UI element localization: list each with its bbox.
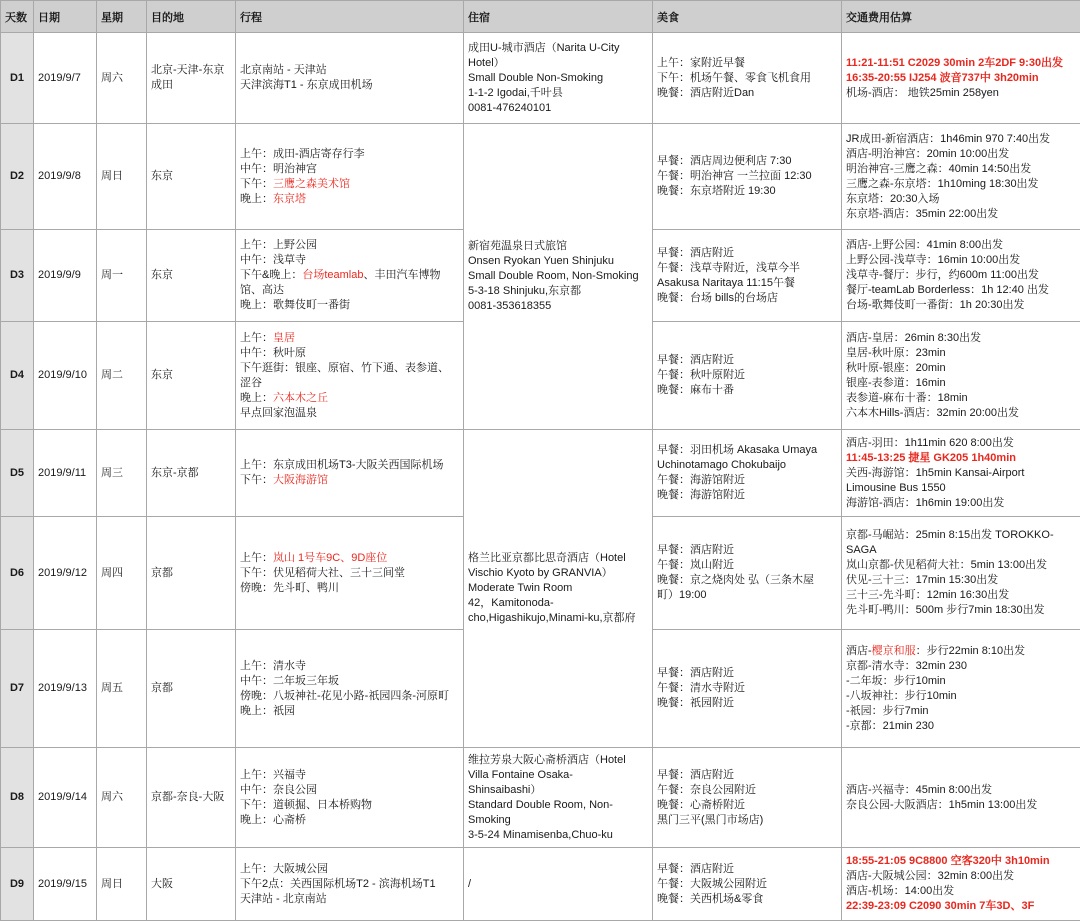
table-row	[1, 430, 1080, 517]
date-cell: 2019/9/11	[34, 430, 97, 517]
cell-line: 上午：清水寺	[240, 659, 459, 674]
line-highlight: 东京塔	[273, 193, 306, 205]
cell-line: 机场-酒店： 地铁25min 258yen	[846, 86, 1076, 101]
transport-cell	[842, 230, 1080, 322]
cell-line: JR成田-新宿酒店：1h46min 970 7:40出发	[846, 132, 1076, 147]
cell-line: 六本木Hills-酒店：32min 20:00出发	[846, 406, 1076, 421]
date-cell: 2019/9/7	[34, 33, 97, 124]
cell-line: 酒店-兴福寺：45min 8:00出发	[846, 783, 1076, 798]
cell-line: 关西-海游馆：1h5min Kansai-Airport	[846, 466, 1076, 481]
lodging-line: 42，Kamitonoda-	[468, 596, 648, 611]
cell-line: 三十三-先斗町：12min 16:30出发	[846, 588, 1076, 603]
cell-line: 京都-马崛站：25min 8:15出发 TOROKKO-	[846, 528, 1076, 543]
itinerary-cell	[236, 430, 464, 517]
destination-line: 京都	[151, 681, 231, 696]
cell-line	[240, 551, 459, 566]
weekday-cell: 周一	[97, 230, 147, 322]
food-line: 午餐：秋叶原附近	[657, 368, 837, 383]
destination-cell	[147, 848, 236, 921]
cell-line: 奈良公园-大阪酒店：1h5min 13:00出发	[846, 798, 1076, 813]
cell-line: 16:35-20:55 IJ254 波音737中 3h20min	[846, 71, 1076, 86]
weekday-cell: 周日	[97, 124, 147, 230]
transport-cell	[842, 748, 1080, 848]
weekday-cell: 周六	[97, 748, 147, 848]
cell-line: 上午：兴福寺	[240, 768, 459, 783]
cell-line: 北京南站 - 天津站	[240, 63, 459, 78]
date-cell: 2019/9/12	[34, 517, 97, 630]
cell-line	[240, 177, 459, 192]
lodging-line: 1-1-2 Igodai,千叶县	[468, 86, 648, 101]
destination-line: 成田	[151, 78, 231, 93]
cell-line: 上午：上野公园	[240, 238, 459, 253]
line-highlight: 岚山 1号车9C、9D座位	[273, 552, 387, 564]
line-prefix: 酒店-	[846, 645, 872, 657]
cell-line	[846, 644, 1076, 659]
table-row	[1, 848, 1080, 921]
food-line: Uchinotamago Chokubaijo	[657, 458, 837, 473]
day-cell: D7	[1, 630, 34, 748]
food-line: 早餐：酒店附近	[657, 768, 837, 783]
line-prefix: 晚上：	[240, 193, 273, 205]
lodging-line: Small Double Room, Non-Smoking	[468, 269, 648, 284]
header-day: 天数	[1, 1, 34, 33]
destination-cell	[147, 124, 236, 230]
food-line: 晚餐：祇园附近	[657, 696, 837, 711]
cell-line: 中午：奈良公园	[240, 783, 459, 798]
cell-line	[240, 331, 459, 346]
destination-cell	[147, 748, 236, 848]
line-prefix: 下午：	[240, 474, 273, 486]
weekday-cell: 周六	[97, 33, 147, 124]
day-cell: D8	[1, 748, 34, 848]
itinerary-cell	[236, 848, 464, 921]
destination-cell	[147, 630, 236, 748]
lodging-line: Vischio Kyoto by GRANVIA）	[468, 566, 648, 581]
lodging-line: 新宿苑温泉日式旅馆	[468, 239, 648, 254]
food-line: 午餐：浅草寺附近，浅草今半	[657, 261, 837, 276]
lodging-line: Hotel）	[468, 56, 648, 71]
destination-cell	[147, 517, 236, 630]
day-cell: D3	[1, 230, 34, 322]
weekday-cell: 周四	[97, 517, 147, 630]
itinerary-cell	[236, 33, 464, 124]
food-cell	[653, 230, 842, 322]
food-line: 午餐：清水寺附近	[657, 681, 837, 696]
cell-line: -八坂神社：步行10min	[846, 689, 1076, 704]
transport-cell	[842, 630, 1080, 748]
lodging-line: /	[468, 877, 648, 892]
line-highlight: 皇居	[273, 332, 295, 344]
lodging-line: 5-3-18 Shinjuku,东京都	[468, 284, 648, 299]
cell-line	[240, 268, 459, 283]
cell-line: 天津滨海T1 - 东京成田机场	[240, 78, 459, 93]
cell-line	[240, 473, 459, 488]
lodging-cell	[464, 124, 653, 430]
lodging-cell	[464, 430, 653, 748]
destination-line: 东京	[151, 169, 231, 184]
food-line: 早餐：酒店附近	[657, 666, 837, 681]
cell-line: 浅草寺-餐厅：步行，约600m 11:00出发	[846, 268, 1076, 283]
itinerary-cell	[236, 630, 464, 748]
cell-line: 酒店-大阪城公园：32min 8:00出发	[846, 869, 1076, 884]
date-cell: 2019/9/8	[34, 124, 97, 230]
cell-line: 上午：大阪城公园	[240, 862, 459, 877]
cell-line: 酒店-羽田：1h11min 620 8:00出发	[846, 436, 1076, 451]
lodging-line: 3-5-24 Minamisenba,Chuo-ku	[468, 828, 648, 843]
lodging-line: Villa Fontaine Osaka-	[468, 768, 648, 783]
cell-line: -京都：21min 230	[846, 719, 1076, 734]
header-row	[1, 1, 1080, 33]
food-line: 晚餐：台场 bills的台场店	[657, 291, 837, 306]
food-cell	[653, 430, 842, 517]
food-line: 黑门三平(黑门市场店)	[657, 813, 837, 828]
cell-line: 京都-清水寺：32min 230	[846, 659, 1076, 674]
food-line: 上午：家附近早餐	[657, 56, 837, 71]
line-prefix: 下午：	[240, 178, 273, 190]
food-line: 晚餐：关西机场&零食	[657, 892, 837, 907]
cell-line: 中午：浅草寺	[240, 253, 459, 268]
cell-line: 下午2点：关西国际机场T2 - 滨海机场T1	[240, 877, 459, 892]
lodging-line: Smoking	[468, 813, 648, 828]
header-weekday: 星期	[97, 1, 147, 33]
food-line: 早餐：酒店附近	[657, 862, 837, 877]
cell-line: 下午逛街：银座、原宿、竹下通、表参道、	[240, 361, 459, 376]
line-highlight: 台场teamlab	[302, 269, 363, 281]
table-row	[1, 748, 1080, 848]
day-cell: D9	[1, 848, 34, 921]
food-cell	[653, 124, 842, 230]
day-cell: D4	[1, 322, 34, 430]
day-cell: D2	[1, 124, 34, 230]
header-itinerary: 行程	[236, 1, 464, 33]
cell-line: 晚上：歌舞伎町一番街	[240, 298, 459, 313]
line-prefix: 上午：	[240, 552, 273, 564]
date-cell: 2019/9/14	[34, 748, 97, 848]
cell-line: -祇园：步行7min	[846, 704, 1076, 719]
food-line: Asakusa Naritaya 11:15午餐	[657, 276, 837, 291]
cell-line: 餐厅-teamLab Borderless：1h 12:40 出发	[846, 283, 1076, 298]
destination-line: 京都	[151, 566, 231, 581]
cell-line: 酒店-机场：14:00出发	[846, 884, 1076, 899]
cell-line: 明治神宫-三鹰之森：40min 14:50出发	[846, 162, 1076, 177]
cell-line: 早点回家泡温泉	[240, 406, 459, 421]
food-line: 晚餐：东京塔附近 19:30	[657, 184, 837, 199]
destination-cell	[147, 430, 236, 517]
destination-line: 大阪	[151, 877, 231, 892]
lodging-line: 0081-476240101	[468, 101, 648, 116]
cell-line: 上午：成田-酒店寄存行李	[240, 147, 459, 162]
itinerary-cell	[236, 517, 464, 630]
food-cell	[653, 322, 842, 430]
cell-line: 海游馆-酒店：1h6min 19:00出发	[846, 496, 1076, 511]
food-line: 晚餐：心斋桥附近	[657, 798, 837, 813]
food-line: 午餐：岚山附近	[657, 558, 837, 573]
lodging-line: Onsen Ryokan Yuen Shinjuku	[468, 254, 648, 269]
food-line: 下午：机场午餐、零食飞机食用	[657, 71, 837, 86]
food-line: 晚餐：海游馆附近	[657, 488, 837, 503]
table-body	[1, 33, 1080, 921]
cell-line: 皇居-秋叶原：23min	[846, 346, 1076, 361]
date-cell: 2019/9/10	[34, 322, 97, 430]
food-line: 早餐：酒店附近	[657, 353, 837, 368]
itinerary-cell	[236, 230, 464, 322]
cell-line: 11:45-13:25 捷星 GK205 1h40min	[846, 451, 1076, 466]
transport-cell	[842, 124, 1080, 230]
food-line: 町）19:00	[657, 588, 837, 603]
food-line: 午餐：明治神宫 一兰拉面 12:30	[657, 169, 837, 184]
transport-cell	[842, 517, 1080, 630]
cell-line: 天津站 - 北京南站	[240, 892, 459, 907]
lodging-line: Standard Double Room, Non-	[468, 798, 648, 813]
date-cell: 2019/9/9	[34, 230, 97, 322]
line-highlight: 樱京和服	[872, 645, 916, 657]
line-prefix: 上午：	[240, 332, 273, 344]
cell-line: 22:39-23:09 C2090 30min 7车3D、3F	[846, 899, 1076, 914]
cell-line: 傍晚：八坂神社-花见小路-祇园四条-河原町	[240, 689, 459, 704]
itinerary-cell	[236, 124, 464, 230]
date-cell: 2019/9/13	[34, 630, 97, 748]
cell-line: 中午：明治神宫	[240, 162, 459, 177]
line-suffix: ：步行22min 8:10出发	[916, 645, 1025, 657]
destination-cell	[147, 230, 236, 322]
food-line: 晚餐：酒店附近Dan	[657, 86, 837, 101]
destination-line: 东京-京都	[151, 466, 231, 481]
cell-line: 11:21-11:51 C2029 30min 2车2DF 9:30出发	[846, 56, 1076, 71]
cell-line	[240, 192, 459, 207]
cell-line: 三鹰之森-东京塔：1h10ming 18:30出发	[846, 177, 1076, 192]
line-prefix: 下午&晚上：	[240, 269, 302, 281]
cell-line: 酒店-明治神宫：20min 10:00出发	[846, 147, 1076, 162]
cell-line: 酒店-皇居：26min 8:30出发	[846, 331, 1076, 346]
cell-line: 银座-表参道：16min	[846, 376, 1076, 391]
cell-line: Limousine Bus 1550	[846, 481, 1076, 496]
lodging-line: 成田U-城市酒店（Narita U-City	[468, 41, 648, 56]
food-line: 晚餐：京之烧肉处 弘（三条木屋	[657, 573, 837, 588]
lodging-cell	[464, 33, 653, 124]
destination-cell	[147, 33, 236, 124]
lodging-line: 格兰比亚京都比思奇酒店（Hotel	[468, 551, 648, 566]
food-line: 午餐：大阪城公园附近	[657, 877, 837, 892]
itinerary-cell	[236, 748, 464, 848]
day-cell: D5	[1, 430, 34, 517]
cell-line: 涩谷	[240, 376, 459, 391]
food-cell	[653, 748, 842, 848]
food-line: 早餐：酒店附近	[657, 246, 837, 261]
line-highlight: 大阪海游馆	[273, 474, 328, 486]
food-line: 早餐：羽田机场 Akasaka Umaya	[657, 443, 837, 458]
destination-line: 京都-奈良-大阪	[151, 790, 231, 805]
date-cell: 2019/9/15	[34, 848, 97, 921]
header-food: 美食	[653, 1, 842, 33]
transport-cell	[842, 430, 1080, 517]
lodging-line: Shinsaibashi）	[468, 783, 648, 798]
cell-line: 馆、高达	[240, 283, 459, 298]
food-cell	[653, 630, 842, 748]
cell-line: 中午：二年坂三年坂	[240, 674, 459, 689]
header-destination: 目的地	[147, 1, 236, 33]
cell-line: 下午：伏见稻荷大社、三十三间堂	[240, 566, 459, 581]
day-cell: D1	[1, 33, 34, 124]
header-date: 日期	[34, 1, 97, 33]
cell-line: 表参道-麻布十番：18min	[846, 391, 1076, 406]
cell-line: 岚山京都-伏见稻荷大社：5min 13:00出发	[846, 558, 1076, 573]
cell-line: 台场-歌舞伎町一番街：1h 20:30出发	[846, 298, 1076, 313]
day-cell: D6	[1, 517, 34, 630]
lodging-line: cho,Higashikujo,Minami-ku,京都府	[468, 611, 648, 626]
food-cell	[653, 33, 842, 124]
destination-line: 东京	[151, 268, 231, 283]
cell-line: 中午：秋叶原	[240, 346, 459, 361]
weekday-cell: 周三	[97, 430, 147, 517]
cell-line	[240, 391, 459, 406]
food-cell	[653, 848, 842, 921]
transport-cell	[842, 322, 1080, 430]
lodging-line: Moderate Twin Room	[468, 581, 648, 596]
table-row	[1, 33, 1080, 124]
header-transport: 交通费用估算	[842, 1, 1080, 33]
food-line: 晚餐：麻布十番	[657, 383, 837, 398]
cell-line: 上午：东京成田机场T3-大阪关西国际机场	[240, 458, 459, 473]
cell-line: 晚上：祇园	[240, 704, 459, 719]
lodging-cell	[464, 848, 653, 921]
cell-line: 傍晚：先斗町、鸭川	[240, 581, 459, 596]
cell-line: 伏见-三十三：17min 15:30出发	[846, 573, 1076, 588]
lodging-line: 0081-353618355	[468, 299, 648, 314]
cell-line: 晚上：心斋桥	[240, 813, 459, 828]
line-suffix: 、丰田汽车博物	[363, 269, 440, 281]
line-highlight: 六本木之丘	[273, 392, 328, 404]
destination-cell	[147, 322, 236, 430]
cell-line: 18:55-21:05 9C8800 空客320中 3h10min	[846, 854, 1076, 869]
weekday-cell: 周日	[97, 848, 147, 921]
food-line: 午餐：海游馆附近	[657, 473, 837, 488]
table-row	[1, 124, 1080, 230]
weekday-cell: 周五	[97, 630, 147, 748]
transport-cell	[842, 848, 1080, 921]
cell-line: 酒店-上野公园：41min 8:00出发	[846, 238, 1076, 253]
cell-line: 下午：道顿掘、日本桥购物	[240, 798, 459, 813]
cell-line: 东京塔：20:30入场	[846, 192, 1076, 207]
lodging-cell	[464, 748, 653, 848]
line-prefix: 晚上：	[240, 392, 273, 404]
cell-line: SAGA	[846, 543, 1076, 558]
line-highlight: 三鹰之森美术馆	[273, 178, 350, 190]
cell-line: 东京塔-酒店：35min 22:00出发	[846, 207, 1076, 222]
cell-line: 秋叶原-银座：20min	[846, 361, 1076, 376]
food-cell	[653, 517, 842, 630]
lodging-line: 维拉芳泉大阪心斋桥酒店（Hotel	[468, 753, 648, 768]
cell-line: 先斗町-鸭川：500m 步行7min 18:30出发	[846, 603, 1076, 618]
transport-cell	[842, 33, 1080, 124]
destination-line: 东京	[151, 368, 231, 383]
food-line: 早餐：酒店周边便利店 7:30	[657, 154, 837, 169]
food-line: 早餐：酒店附近	[657, 543, 837, 558]
lodging-line: Small Double Non-Smoking	[468, 71, 648, 86]
food-line: 午餐：奈良公园附近	[657, 783, 837, 798]
cell-line: -二年坂：步行10min	[846, 674, 1076, 689]
weekday-cell: 周二	[97, 322, 147, 430]
cell-line: 上野公园-浅草寺：16min 10:00出发	[846, 253, 1076, 268]
itinerary-cell	[236, 322, 464, 430]
header-lodging: 住宿	[464, 1, 653, 33]
destination-line: 北京-天津-东京	[151, 63, 231, 78]
